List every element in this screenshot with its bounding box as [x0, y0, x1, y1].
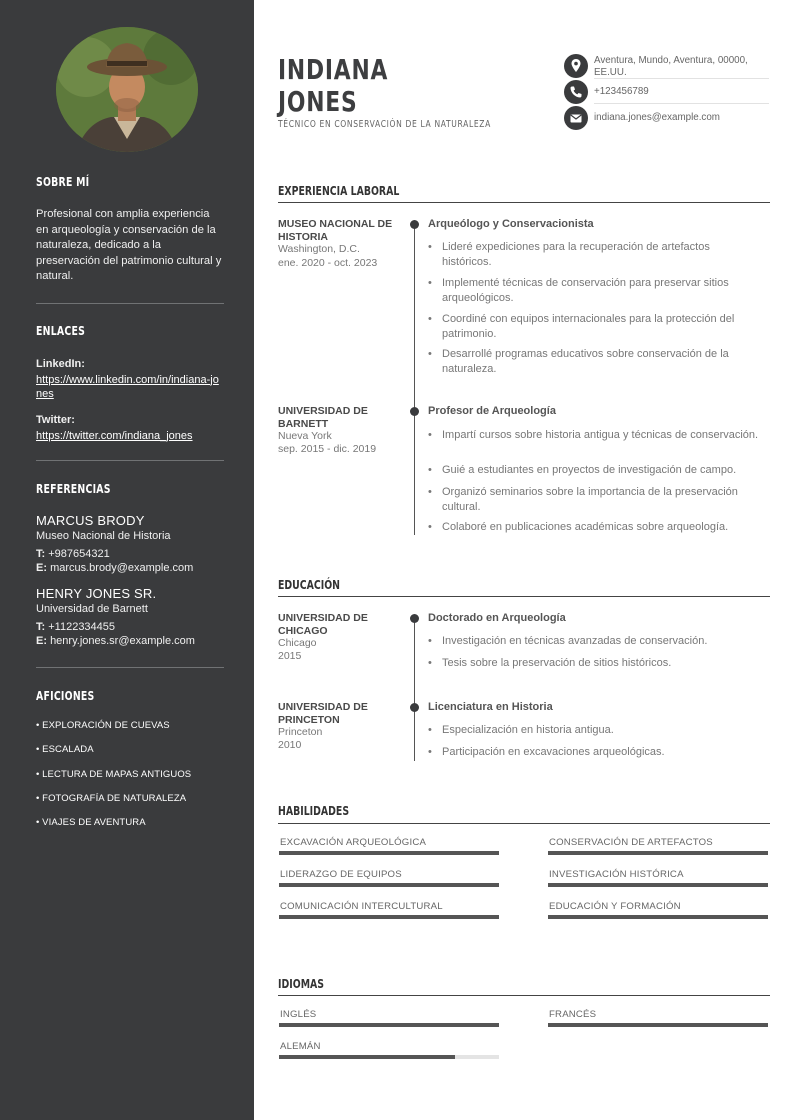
bullet-text: Tesis sobre la preservación de sitios históricos. — [442, 657, 672, 669]
language-bar-fill — [279, 1023, 499, 1027]
education-dates: 2015 — [278, 650, 302, 662]
bullet-text: Coordiné con equipos internacionales para la protección del patrimonio. — [442, 313, 735, 340]
skill-bar — [548, 883, 768, 887]
job-title: TÉCNICO EN CONSERVACIÓN DE LA NATURALEZA — [278, 119, 491, 130]
reference-phone-value: +987654321 — [48, 548, 110, 560]
education-heading: EDUCACIÓN — [278, 578, 341, 592]
name-last: JONES — [278, 85, 358, 118]
reference-email — [36, 635, 195, 647]
education-bullet: • Investigación en técnicas avanzadas de conservación. — [428, 634, 760, 649]
language-label: ALEMÁN — [280, 1041, 321, 1052]
timeline-dot — [410, 703, 419, 712]
experience-bullet: • Organizó seminarios sobre la importancia de la preservación cultural. — [428, 485, 760, 514]
reference-org: Museo Nacional de Historia — [36, 530, 171, 542]
education-bullet: • Tesis sobre la preservación de sitios históricos. — [428, 656, 760, 671]
skill-bar-fill — [548, 851, 768, 855]
experience-bullet: • Impartí cursos sobre historia antigua y técnicas de conservación. — [428, 429, 759, 441]
experience-heading: EXPERIENCIA LABORAL — [278, 184, 400, 198]
skill-bar — [279, 851, 499, 855]
education-bullet: • Participación en excavaciones arqueológicas. — [428, 745, 760, 760]
section-rule — [278, 596, 770, 597]
experience-org: MUSEO NACIONAL DE HISTORIA — [278, 218, 393, 243]
education-degree: Licenciatura en Historia — [428, 701, 553, 713]
timeline-dot — [410, 220, 419, 229]
skill-bar — [279, 883, 499, 887]
link-label: Twitter: — [36, 414, 75, 426]
education-degree: Doctorado en Arqueología — [428, 612, 566, 624]
contact-address: Aventura, Mundo, Aventura, 00000, EE.UU. — [594, 55, 748, 78]
bullet-text: Lideré expediciones para la recuperación de artefactos históricos. — [442, 241, 710, 268]
language-label: INGLÉS — [280, 1009, 317, 1020]
about-text: Profesional con amplia experiencia en arqueología y conservación de la naturaleza, dedicado a la preservación del patrimonio cultural y natural. — [36, 208, 222, 282]
reference-phone-value: +1122334455 — [48, 621, 116, 633]
hobby-item: • LECTURA DE MAPAS ANTIGUOS — [36, 769, 192, 780]
skill-bar — [279, 915, 499, 919]
link-twitter — [36, 413, 224, 443]
experience-dates: ene. 2020 - oct. 2023 — [278, 257, 378, 269]
name-first: INDIANA — [278, 53, 389, 86]
education-location: Chicago — [278, 637, 317, 649]
skill-bar-fill — [279, 851, 499, 855]
timeline-line — [414, 224, 415, 535]
experience-location: Nueva York — [278, 430, 332, 442]
reference-phone — [36, 548, 110, 560]
divider — [36, 303, 224, 304]
skill-label: EXCAVACIÓN ARQUEOLÓGICA — [280, 837, 427, 848]
bullet-text: Investigación en técnicas avanzadas de conservación. — [442, 635, 708, 647]
experience-dates: sep. 2015 - dic. 2019 — [278, 443, 377, 455]
reference-email-value: henry.jones.sr@example.com — [50, 635, 195, 647]
envelope-icon — [564, 106, 588, 130]
skill-label: CONSERVACIÓN DE ARTEFACTOS — [549, 837, 713, 848]
language-bar-fill — [279, 1055, 455, 1059]
reference-org: Universidad de Barnett — [36, 603, 148, 615]
experience-org: UNIVERSIDAD DE BARNETT — [278, 405, 368, 430]
language-bar-fill — [548, 1023, 768, 1027]
education-bullet: • Especialización en historia antigua. — [428, 723, 760, 738]
education-location: Princeton — [278, 726, 323, 738]
contact-phone: +123456789 — [594, 86, 649, 97]
bullet-text: Desarrollé programas educativos sobre conservación de la naturaleza. — [442, 348, 729, 375]
linkedin-url[interactable]: https://www.linkedin.com/in/indiana-jones — [36, 373, 219, 400]
location-pin-icon — [564, 54, 588, 78]
skill-bar-fill — [279, 883, 499, 887]
skills-heading: HABILIDADES — [278, 804, 350, 818]
sidebar — [0, 0, 254, 1120]
experience-bullet: • Guié a estudiantes en proyectos de investigación de campo. — [428, 463, 760, 478]
hobby-item: • ESCALADA — [36, 744, 94, 755]
reference-email — [36, 562, 193, 574]
profile-photo — [56, 27, 198, 152]
twitter-url[interactable]: https://twitter.com/indiana_jones — [36, 429, 193, 442]
skill-label: COMUNICACIÓN INTERCULTURAL — [280, 901, 443, 912]
timeline-dot — [410, 407, 419, 416]
skill-bar — [548, 851, 768, 855]
bullet-text: Guié a estudiantes en proyectos de investigación de campo. — [442, 464, 737, 476]
section-rule — [278, 995, 770, 996]
skill-label: INVESTIGACIÓN HISTÓRICA — [549, 869, 684, 880]
skill-bar-fill — [548, 915, 768, 919]
reference-phone — [36, 621, 115, 633]
skill-label: EDUCACIÓN Y FORMACIÓN — [549, 901, 681, 912]
bullet-text: Colaboré en publicaciones académicas sobre arqueología. — [442, 521, 729, 533]
hobby-item: • VIAJES DE AVENTURA — [36, 817, 146, 828]
reference-name: MARCUS BRODY — [36, 513, 145, 528]
about-heading: SOBRE MÍ — [36, 175, 90, 189]
experience-bullet: • Lideré expediciones para la recuperación de artefactos históricos. — [428, 240, 760, 269]
phone-icon — [564, 80, 588, 104]
contact-separator — [594, 78, 769, 79]
experience-location: Washington, D.C. — [278, 243, 360, 255]
email-label: E: — [36, 562, 47, 574]
bullet-text: Organizó seminarios sobre la importancia de la preservación cultural. — [442, 486, 738, 513]
language-bar — [279, 1023, 499, 1027]
references-heading: REFERENCIAS — [36, 482, 111, 496]
divider — [36, 667, 224, 668]
bullet-text: Implementé técnicas de conservación para preservar sitios arqueológicos. — [442, 277, 729, 304]
bullet-text: Especialización en historia antigua. — [442, 724, 614, 736]
section-rule — [278, 823, 770, 824]
experience-role: Arqueólogo y Conservacionista — [428, 218, 594, 230]
phone-label: T: — [36, 621, 46, 633]
contact-email[interactable]: indiana.jones@example.com — [594, 112, 720, 123]
hobby-item: • EXPLORACIÓN DE CUEVAS — [36, 720, 170, 731]
education-org: UNIVERSIDAD DE PRINCETON — [278, 701, 368, 726]
languages-heading: IDIOMAS — [278, 977, 324, 991]
links-heading: ENLACES — [36, 324, 86, 338]
language-bar — [548, 1023, 768, 1027]
reference-name: HENRY JONES SR. — [36, 586, 157, 601]
language-label: FRANCÉS — [549, 1009, 597, 1020]
skill-bar — [548, 915, 768, 919]
experience-bullet: • Colaboré en publicaciones académicas sobre arqueología. — [428, 520, 760, 535]
contact-separator — [594, 103, 769, 104]
timeline-dot — [410, 614, 419, 623]
skill-bar-fill — [279, 915, 499, 919]
education-org: UNIVERSIDAD DE CHICAGO — [278, 612, 368, 637]
bullet-text: Participación en excavaciones arqueológicas. — [442, 746, 665, 758]
email-label: E: — [36, 635, 47, 647]
education-dates: 2010 — [278, 739, 302, 751]
skill-bar-fill — [548, 883, 768, 887]
bullet-text: Impartí cursos sobre historia antigua y técnicas de conservación. — [442, 429, 759, 441]
link-label: LinkedIn: — [36, 358, 85, 370]
language-bar — [279, 1055, 499, 1059]
timeline-line — [414, 618, 415, 761]
phone-label: T: — [36, 548, 46, 560]
experience-bullet: • Implementé técnicas de conservación para preservar sitios arqueológicos. — [428, 276, 760, 305]
divider — [36, 460, 224, 461]
experience-bullet: • Desarrollé programas educativos sobre conservación de la naturaleza. — [428, 347, 760, 376]
hobbies-heading: AFICIONES — [36, 689, 95, 703]
link-linkedin — [36, 357, 221, 402]
hobby-item: • FOTOGRAFÍA DE NATURALEZA — [36, 793, 187, 804]
experience-role: Profesor de Arqueología — [428, 405, 556, 417]
section-rule — [278, 202, 770, 203]
skill-label: LIDERAZGO DE EQUIPOS — [280, 869, 402, 880]
reference-email-value: marcus.brody@example.com — [50, 562, 194, 574]
experience-bullet: • Coordiné con equipos internacionales para la protección del patrimonio. — [428, 312, 760, 341]
